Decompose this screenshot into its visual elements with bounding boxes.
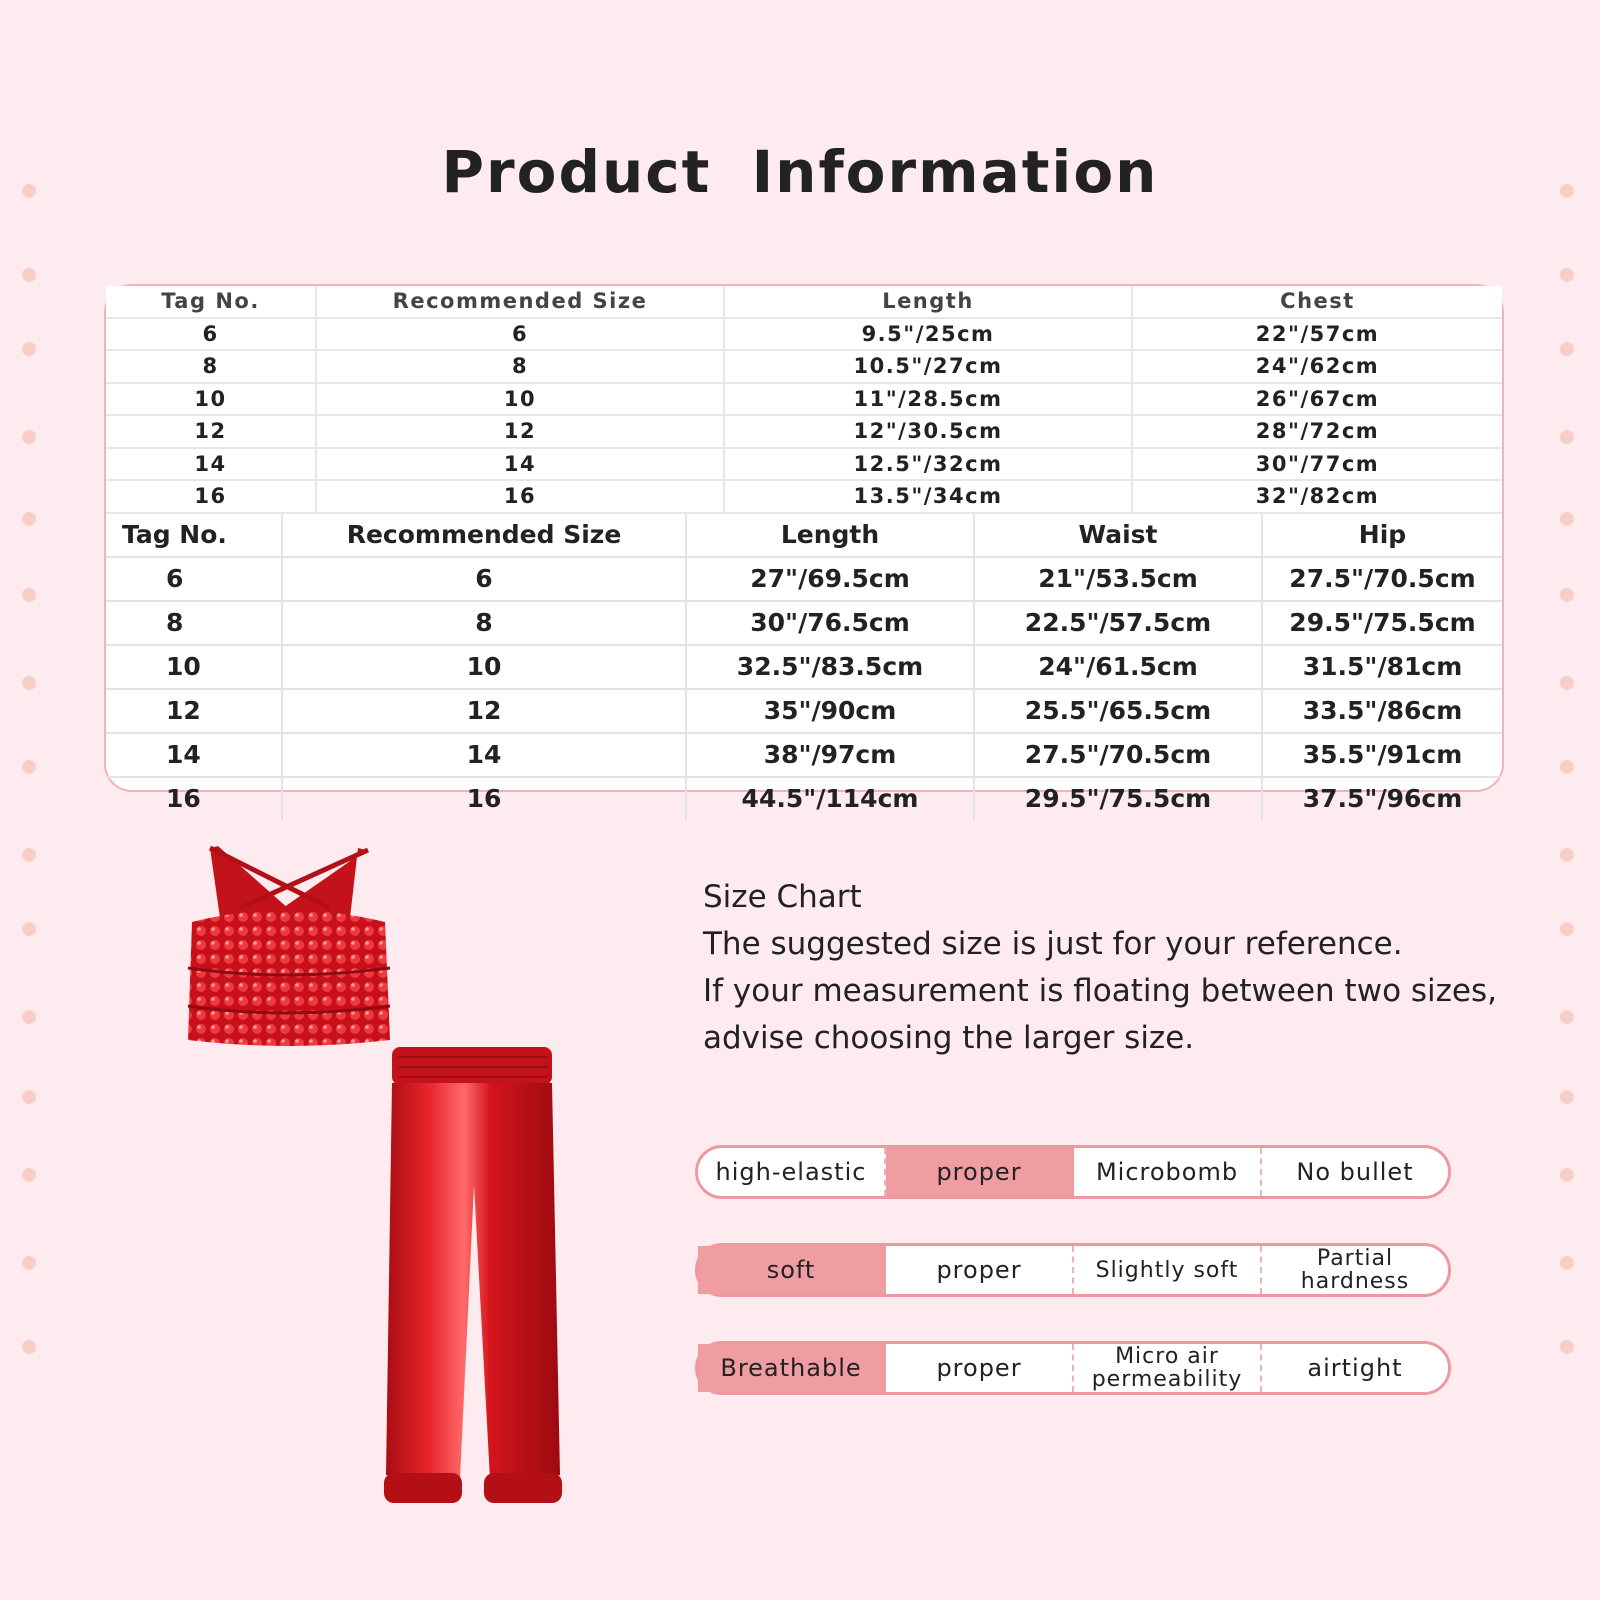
size-chart-note [703,874,1497,1062]
decorative-dot [1560,588,1574,602]
elasticity-option: proper [886,1148,1074,1196]
softness-option: proper [886,1246,1074,1294]
table-cell: 25.5"/65.5cm [974,689,1262,733]
table-row [106,350,1502,383]
decorative-dot [1560,1340,1574,1354]
table-cell: 8 [106,350,316,383]
table-cell: 37.5"/96cm [1302,784,1463,813]
table-cell: 10 [106,383,316,416]
decorative-dot [1560,512,1574,526]
table-row [106,448,1502,481]
decorative-dot [22,588,36,602]
table-cell: 22"/57cm [1132,318,1502,351]
table-row [106,480,1502,513]
table-cell: 14 [106,448,316,481]
table-cell: 21"/53.5cm [974,557,1262,601]
table-cell: 30"/76.5cm [686,601,974,645]
table-cell: 30"/77cm [1132,448,1502,481]
table-header-cell: Recommended Size [282,514,686,557]
softness-option: Slightly soft [1074,1246,1262,1294]
table-cell: 32"/82cm [1132,480,1502,513]
table-cell: 10 [316,383,724,416]
table-cell: 32.5"/83.5cm [686,645,974,689]
size-chart-line: If your measurement is floating between two sizes, [703,973,1497,1009]
elasticity-option: Microbomb [1074,1148,1262,1196]
table-header-cell: Length [724,286,1132,318]
table-cell: 29.5"/75.5cm [1262,601,1502,645]
table-cell: 22.5"/57.5cm [974,601,1262,645]
table-row [106,777,1502,820]
table-cell: 8 [316,350,724,383]
breathability-option: airtight [1307,1354,1403,1382]
table-cell: 27"/69.5cm [686,557,974,601]
table-cell: 16 [282,777,686,820]
table-cell: 14 [282,733,686,777]
table-header-row [106,286,1502,318]
decorative-dot [22,922,36,936]
breathability-option: Breathable [698,1344,886,1392]
decorative-dot [22,342,36,356]
table-header-cell: Tag No. [106,514,282,557]
decorative-dot [22,430,36,444]
decorative-dot [1560,342,1574,356]
breathability-scale [695,1341,1451,1395]
table-row [106,318,1502,351]
table-cell: 38"/97cm [686,733,974,777]
size-tables-card [104,284,1504,813]
table-cell: 35"/90cm [686,689,974,733]
size-chart-line: The suggested size is just for your reference. [703,926,1403,962]
table-cell: 12"/30.5cm [724,415,1132,448]
table-cell: 24"/61.5cm [974,645,1262,689]
decorative-dot [22,1168,36,1182]
table-cell: 6 [316,318,724,351]
decorative-dot [1560,1168,1574,1182]
table-row [106,383,1502,416]
decorative-dot [22,512,36,526]
table-cell: 16 [106,480,316,513]
table-cell: 35.5"/91cm [1262,733,1502,777]
elasticity-scale [695,1145,1451,1199]
decorative-dot [22,1010,36,1024]
softness-option: soft [698,1246,886,1294]
table-cell: 10 [282,645,686,689]
elasticity-option: high-elastic [698,1148,886,1196]
decorative-dot [22,1256,36,1270]
table-cell: 33.5"/86cm [1262,689,1502,733]
table-cell: 6 [106,557,282,601]
breathability-option: Micro air permeability [1074,1344,1262,1392]
decorative-dot [22,1340,36,1354]
table-header-cell: Waist [974,514,1262,557]
metallic-pants-image [380,1045,565,1515]
table-header-row [106,514,1502,557]
breathability-option: proper [886,1344,1074,1392]
decorative-dot [1560,268,1574,282]
table-header-cell: Chest [1132,286,1502,318]
table-cell: 10.5"/27cm [724,350,1132,383]
table-cell: 12.5"/32cm [724,448,1132,481]
decorative-dot [1560,848,1574,862]
table-cell: 8 [106,601,282,645]
sequin-top-image [180,840,400,1060]
softness-scale [695,1243,1451,1297]
table-cell: 28"/72cm [1132,415,1502,448]
size-chart-heading: Size Chart [703,879,862,915]
table-cell: 26"/67cm [1132,383,1502,416]
table-cell: 6 [106,318,316,351]
table-cell: 16 [106,777,282,820]
table-cell: 29.5"/75.5cm [974,777,1262,820]
decorative-dot [1560,922,1574,936]
decorative-dot [22,1090,36,1104]
table-cell: 8 [282,601,686,645]
page-title: Product Information [441,138,1159,206]
size-chart-line: advise choosing the larger size. [703,1020,1195,1056]
table-row [106,557,1502,601]
elasticity-option: No bullet [1296,1158,1414,1186]
table-cell: 14 [106,733,282,777]
table-cell: 12 [316,415,724,448]
table-header-cell: Tag No. [106,286,316,318]
bottom-size-table [106,514,1502,820]
table-cell: 16 [316,480,724,513]
table-cell: 12 [106,415,316,448]
table-cell: 31.5"/81cm [1262,645,1502,689]
table-row [106,415,1502,448]
table-cell: 14 [316,448,724,481]
table-cell: 44.5"/114cm [686,777,974,820]
table-cell: 13.5"/34cm [724,480,1132,513]
table-cell: 12 [282,689,686,733]
table-row [106,689,1502,733]
table-cell: 9.5"/25cm [724,318,1132,351]
decorative-dot [1560,1256,1574,1270]
table-cell: 27.5"/70.5cm [1262,557,1502,601]
table-header-cell: Hip [1262,514,1502,557]
table-cell: 24"/62cm [1132,350,1502,383]
table-row [106,733,1502,777]
softness-option: Partial hardness [1300,1246,1410,1294]
decorative-dot [22,760,36,774]
table-header-cell: Recommended Size [316,286,724,318]
table-cell: 12 [106,689,282,733]
decorative-dot [22,676,36,690]
decorative-dot [22,268,36,282]
decorative-dot [1560,430,1574,444]
decorative-dot [1560,1090,1574,1104]
decorative-dot [1560,1010,1574,1024]
table-header-cell: Length [686,514,974,557]
table-cell: 27.5"/70.5cm [974,733,1262,777]
table-row [106,601,1502,645]
table-row [106,645,1502,689]
top-size-table [106,286,1502,514]
decorative-dot [1560,760,1574,774]
decorative-dot [1560,676,1574,690]
decorative-dot [22,848,36,862]
table-cell: 6 [282,557,686,601]
table-cell: 10 [106,645,282,689]
table-cell: 11"/28.5cm [724,383,1132,416]
